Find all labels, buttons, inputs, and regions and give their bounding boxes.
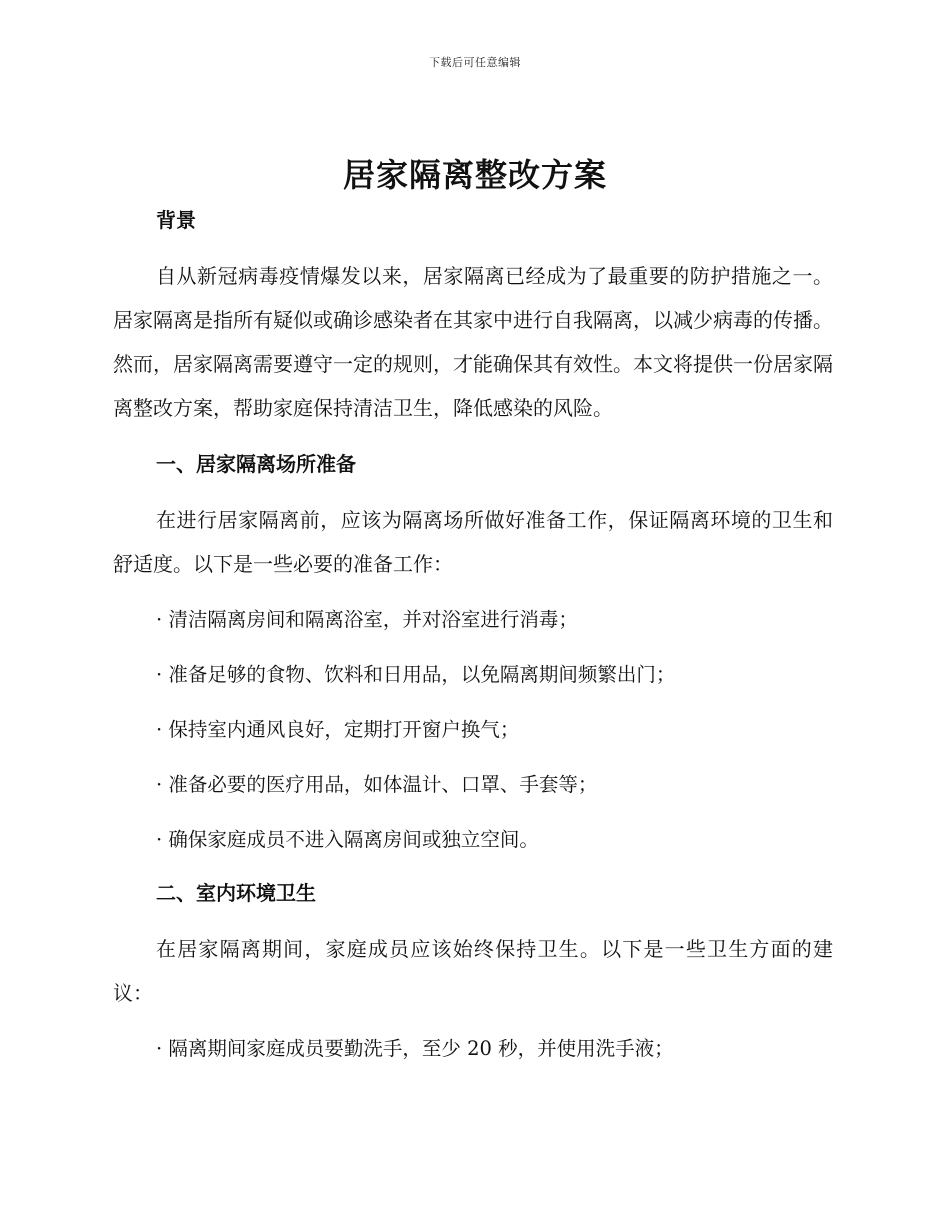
list-item: · 准备必要的医疗用品，如体温计、口罩、手套等； — [156, 773, 598, 796]
list-item: · 准备足够的食物、饮料和日用品，以免隔离期间频繁出门； — [156, 663, 676, 686]
prep-list — [113, 600, 833, 860]
header-note: 下载后可任意编辑 — [429, 56, 521, 69]
paragraph-hygiene: 在居家隔离期间，家庭成员应该始终保持卫生。以下是一些卫生方面的建议： — [113, 937, 833, 1005]
section-heading-hygiene: 二、室内环境卫生 — [156, 881, 316, 905]
document-title: 居家隔离整改方案 — [342, 156, 607, 194]
list-item: · 确保家庭成员不进入隔离房间或独立空间。 — [156, 828, 539, 851]
list-item: · 隔离期间家庭成员要勤洗手，至少 20 秒，并使用洗手液； — [156, 1037, 674, 1060]
section-heading-background: 背景 — [156, 208, 196, 232]
document-body — [113, 200, 833, 1069]
hygiene-list — [113, 1029, 833, 1069]
list-item: · 保持室内通风良好，定期打开窗户换气； — [156, 718, 520, 741]
paragraph-prep: 在进行居家隔离前，应该为隔离场所做好准备工作，保证隔离环境的卫生和舒适度。以下是一些必要的准备工作： — [113, 508, 833, 576]
section-heading-prep: 一、居家隔离场所准备 — [156, 452, 356, 476]
list-item: · 清洁隔离房间和隔离浴室，并对浴室进行消毒； — [156, 608, 578, 631]
paragraph-background: 自从新冠病毒疫情爆发以来，居家隔离已经成为了最重要的防护措施之一。居家隔离是指所有疑似或确诊感染者在其家中进行自我隔离，以减少病毒的传播。然而，居家隔离需要遵守一定的规则，才能确保其有效性。本文将提供一份居家隔离整改方案，帮助家庭保持清洁卫生，降低感染的风险。 — [113, 264, 833, 420]
